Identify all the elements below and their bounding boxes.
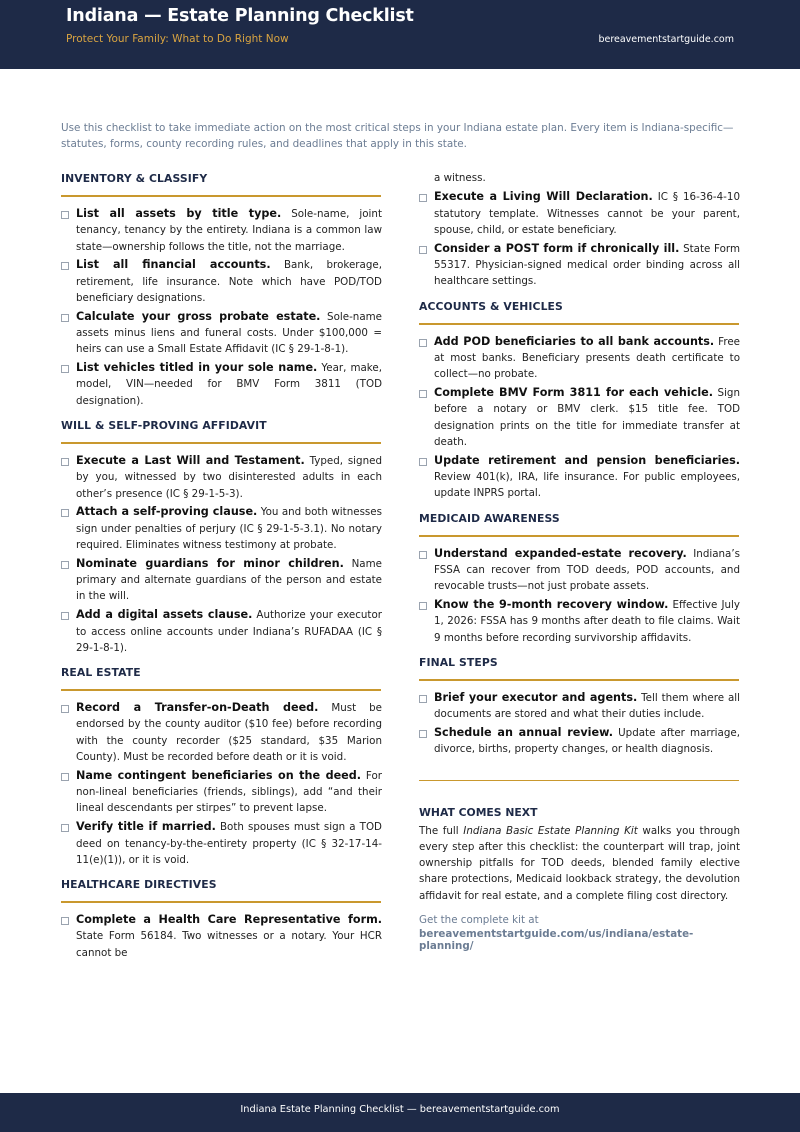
checklist-section [61,877,382,961]
checklist-item [61,257,382,306]
checklist-item [61,206,382,255]
checklist-item [61,607,382,656]
checkbox[interactable] [61,458,69,466]
checklist-item-lead: Update retirement and pension beneficiaries. [434,453,740,467]
checklist-item-text: Year, make, model, VIN—needed for BMV Form 3811 (TOD designation). [76,362,383,407]
checklist-item-lead: Brief your executor and agents. [434,690,638,704]
checklist-item-lead: Verify title if married. [76,820,216,834]
checklist-item-lead: Add POD beneficiaries to all bank accounts. [434,334,715,348]
whats-next-body-start: The full [419,824,464,837]
checklist-item-text: Sole-name assets minus liens and funeral costs. Under $100,000 = heirs can use a Small Estate Affidavit (IC § 29-1-8-1). [76,310,382,356]
checklist-item-text: Name primary and alternate guardians of the person and estate in the will. [76,557,382,603]
checklist-section [61,665,382,868]
section-rule [61,442,381,444]
checkbox[interactable] [61,509,69,517]
checklist-item [419,725,740,758]
checkbox[interactable] [61,314,69,322]
checklist-item [61,453,382,502]
section-divider [419,780,739,781]
checklist-item-text: Effective July 1, 2026: FSSA has 9 months after death to file claims. Wait 9 months before recording survivorship affidavits. [434,598,740,644]
checklist-item-text: Tell them where all documents are stored and what their duties include. [434,691,740,721]
checklist-item-lead: List vehicles titled in your sole name. [76,361,318,375]
checklist-item-text: Typed, signed by you, witnessed by two disinterested adults in each other’s presence (IC § 29-1-5-3). [76,455,382,500]
checkbox[interactable] [419,730,427,738]
checklist-section [61,418,382,656]
checklist-item [61,912,382,961]
checkbox[interactable] [419,194,427,202]
checklist-item-lead: Name contingent beneficiaries on the deed. [76,768,362,782]
checklist-section [61,171,382,409]
checkbox[interactable] [419,339,427,347]
checklist-item [61,309,382,358]
checklist-item-text: Review 401(k), IRA, life insurance. For public employees, update INPRS portal. [434,470,740,500]
checklist-item [61,819,382,868]
checklist-item-text: Both spouses must sign a TOD deed on tenancy-by-the-entirety property (IC § 32-17-14-11(e)(1)), or it is void. [76,821,382,866]
checkbox[interactable] [61,612,69,620]
section-title: INVENTORY & CLASSIFY [61,172,208,185]
checklist-item [61,504,382,553]
intro-text: Use this checklist to take immediate action on the most critical steps in your Indiana estate plan. Every item is Indiana-specific—statutes, forms, county recording rules, and deadlines that apply in this state. [61,122,734,150]
page-header [0,0,800,69]
section-title: WILL & SELF-PROVING AFFIDAVIT [61,419,267,433]
checklist-section [419,511,740,646]
checkbox[interactable] [419,246,427,254]
checklist-item-lead: Understand expanded-estate recovery. [434,546,687,560]
right-column [419,171,740,952]
checkbox[interactable] [419,458,427,466]
checklist-item-text: IC § 16-36-4-10 statutory template. Witnesses cannot be your parent, spouse, child, or estate beneficiary. [434,191,740,236]
kit-url-link[interactable]: bereavementstartguide.com/us/indiana/estate-planning/ [419,928,694,953]
checkbox[interactable] [61,262,69,270]
page-footer: Indiana Estate Planning Checklist — bereavementstartguide.com [0,1093,800,1132]
section-rule [61,689,381,691]
section-title: ACCOUNTS & VEHICLES [419,299,563,313]
checklist-item-text: Must be endorsed by the county auditor ($10 fee) before recording with the county recorder ($25 standard, $35 Marion County). Must be recorded before death or it is void. [76,702,382,764]
checklist-item-lead: Execute a Living Will Declaration. [434,190,653,204]
checkbox[interactable] [419,695,427,703]
section-title: FINAL STEPS [419,655,498,669]
checklist-item-text: Bank, brokerage, retirement, life insurance. Note which have POD/TOD beneficiary designations. [76,259,382,304]
checkbox[interactable] [419,390,427,398]
checklist-item-text: For non-lineal beneficiaries (friends, siblings), add “and their lineal descendants per stirpes” to prevent lapse. [76,769,382,815]
checkbox[interactable] [419,602,427,610]
checklist-item [61,556,382,605]
checkbox[interactable] [419,551,427,559]
checklist-item-text: State Form 55317. Physician-signed medical order binding across all healthcare settings. [434,242,740,288]
kit-name: Indiana Basic Estate Planning Kit [463,824,638,837]
section-rule [61,901,381,903]
checklist-item-text: Update after marriage, divorce, births, property changes, or health diagnosis. [434,726,741,756]
section-title: HEALTHCARE DIRECTIVES [61,878,217,892]
checklist-item [419,385,740,450]
checkbox[interactable] [61,365,69,373]
section-rule [419,679,739,681]
checkbox[interactable] [61,211,69,219]
checklist-section [419,655,740,758]
checklist-item-lead: Execute a Last Will and Testament. [76,454,305,468]
header-site-link[interactable]: bereavementstartguide.com [598,34,734,45]
checklist-item [61,768,382,817]
checklist-item-lead: Complete BMV Form 3811 for each vehicle. [434,385,714,399]
checklist-item [419,597,740,646]
page-title: Indiana — Estate Planning Checklist [66,6,414,26]
checkbox[interactable] [61,561,69,569]
checklist-item-lead: Calculate your gross probate estate. [76,309,321,323]
checkbox[interactable] [61,705,69,713]
checklist-item-lead: Record a Transfer-on-Death deed. [76,701,319,715]
left-column [61,171,382,970]
page-subtitle: Protect Your Family: What to Do Right Now [66,33,289,45]
get-kit-label: Get the complete kit at [419,914,539,926]
checklist-item-lead: Know the 9-month recovery window. [434,597,669,611]
checklist-item-text: State Form 56184. Two witnesses or a notary. Your HCR cannot be [76,930,382,959]
checklist-item-lead: List all financial accounts. [76,258,271,272]
checklist-item [419,453,740,502]
whats-next-body [419,823,740,904]
checklist-item [61,700,382,765]
checklist-item-lead: Consider a POST form if chronically ill. [434,241,680,255]
checklist-item-lead: List all assets by title type. [76,207,282,220]
section-rule [419,323,739,325]
checkbox[interactable] [61,824,69,832]
checklist-item-lead: Attach a self-proving clause. [76,505,258,519]
checklist-item [419,334,740,383]
checklist-section [419,299,740,502]
whats-next-body-end: walks you through every step after this checklist: the counterpart will trap, joint ownership pitfalls for TOD deeds, blended family elective share protections, Medicaid lookback strategy, the devolution affidavit for real estate, and a complete filing cost directory. [419,824,740,902]
checklist-item-text: Sole-name, joint tenancy, tenancy by the entirety. Indiana is a common law state—ownership follows the title, not the marriage. [76,208,382,253]
section-title: MEDICAID AWARENESS [419,511,560,525]
checklist-item-lead: Schedule an annual review. [434,725,613,739]
checklist-item [61,360,382,409]
whats-next-title: WHAT COMES NEXT [419,805,538,819]
checkbox[interactable] [61,917,69,925]
continued-text: a witness. [434,172,486,184]
section-rule [61,195,381,197]
checklist-item-lead: Complete a Health Care Representative form. [76,913,382,927]
checklist-item [419,241,740,290]
checklist-item [419,189,740,238]
checkbox[interactable] [61,773,69,781]
section-title: REAL ESTATE [61,666,141,680]
checklist-item-lead: Nominate guardians for minor children. [76,556,344,570]
checklist-item-text: Sign before a notary or BMV clerk. $15 title fee. TOD designation prints on the title for immediate transfer at death. [434,386,740,448]
checklist-item-text: Free at most banks. Beneficiary presents death certificate to collect—no probate. [434,335,740,381]
checklist-item-lead: Add a digital assets clause. [76,608,253,622]
checklist-item-text: Authorize your executor to access online accounts under Indiana’s RUFADAA (IC § 29-1-8-1). [76,609,382,654]
checklist-item-text: You and both witnesses sign under penalties of perjury (IC § 29-1-5-3.1). No notary required. Eliminates witness testimony at probate. [76,506,382,552]
section-rule [419,535,739,537]
checklist-item [419,546,740,595]
checklist-item-text: Indiana’s FSSA can recover from TOD deeds, POD accounts, and revocable trusts—not just probate assets. [434,547,741,593]
checklist-item [419,690,740,723]
